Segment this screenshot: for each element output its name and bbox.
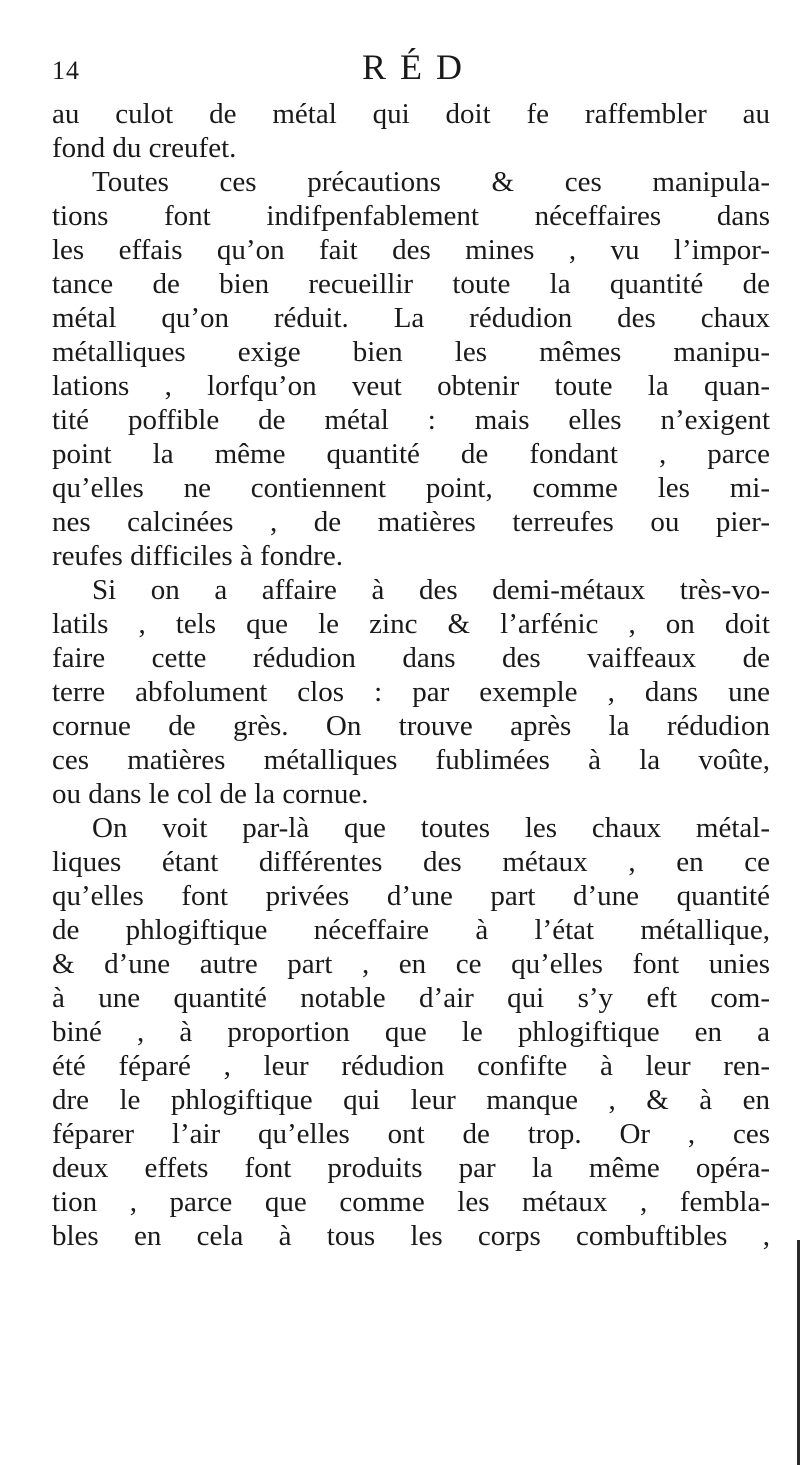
text-line: dre le phlogiftique qui leur manque , & à en	[52, 1084, 770, 1116]
body-text	[52, 97, 770, 1253]
text-line: On voit par-là que toutes les chaux métal-	[92, 812, 770, 844]
text-line: tité poffible de métal : mais elles n’exigent	[52, 404, 770, 436]
running-head: RÉD	[362, 47, 476, 87]
text-line: Toutes ces précautions & ces manipula-	[92, 166, 770, 198]
text-line: métal qu’on réduit. La rédudion des chaux	[52, 302, 770, 334]
text-line: tance de bien recueillir toute la quantité de	[52, 268, 770, 300]
text-line: fond du creufet.	[52, 132, 237, 164]
text-line: bles en cela à tous les corps combuftibles ,	[52, 1220, 770, 1252]
text-line: lations , lorfqu’on veut obtenir toute la quan-	[52, 370, 770, 402]
text-line: reufes difficiles à fondre.	[52, 540, 343, 572]
text-line: nes calcinées , de matières terreufes ou pier-	[52, 506, 770, 538]
text-line: & d’une autre part , en ce qu’elles font unies	[52, 948, 770, 980]
text-line: Si on a affaire à des demi-métaux très-vo-	[92, 574, 770, 606]
text-line: latils , tels que le zinc & l’arfénic , on doit	[52, 608, 770, 640]
text-line: de phlogiftique néceffaire à l’état métallique,	[52, 914, 770, 946]
text-line: ou dans le col de la cornue.	[52, 778, 369, 810]
text-line: féparer l’air qu’elles ont de trop. Or , ces	[52, 1118, 770, 1150]
text-line: liques étant différentes des métaux , en ce	[52, 846, 770, 878]
text-line: à une quantité notable d’air qui s’y eft com-	[52, 982, 770, 1014]
text-line: ces matières métalliques fublimées à la voûte,	[52, 744, 770, 776]
text-line: point la même quantité de fondant , parce	[52, 438, 770, 470]
text-line: été féparé , leur rédudion confifte à leur ren-	[52, 1050, 770, 1082]
text-line: biné , à proportion que le phlogiftique en a	[52, 1016, 770, 1048]
text-line: cornue de grès. On trouve après la rédudion	[52, 710, 770, 742]
text-line: métalliques exige bien les mêmes manipu-	[52, 336, 770, 368]
text-line: les effais qu’on fait des mines , vu l’impor-	[52, 234, 770, 266]
page-number: 14	[52, 56, 80, 85]
text-line: faire cette rédudion dans des vaiffeaux de	[52, 642, 770, 674]
text-line: qu’elles ne contiennent point, comme les mi-	[52, 472, 770, 504]
text-line: deux effets font produits par la même opéra-	[52, 1152, 770, 1184]
text-line: tion , parce que comme les métaux , fembla-	[52, 1186, 770, 1218]
text-line: tions font indifpenfablement néceffaires dans	[52, 200, 770, 232]
text-line: au culot de métal qui doit fe raffembler au	[52, 98, 770, 130]
page-header	[52, 38, 772, 88]
text-line: terre abfolument clos : par exemple , dans une	[52, 676, 770, 708]
text-line: qu’elles font privées d’une part d’une quantité	[52, 880, 770, 912]
